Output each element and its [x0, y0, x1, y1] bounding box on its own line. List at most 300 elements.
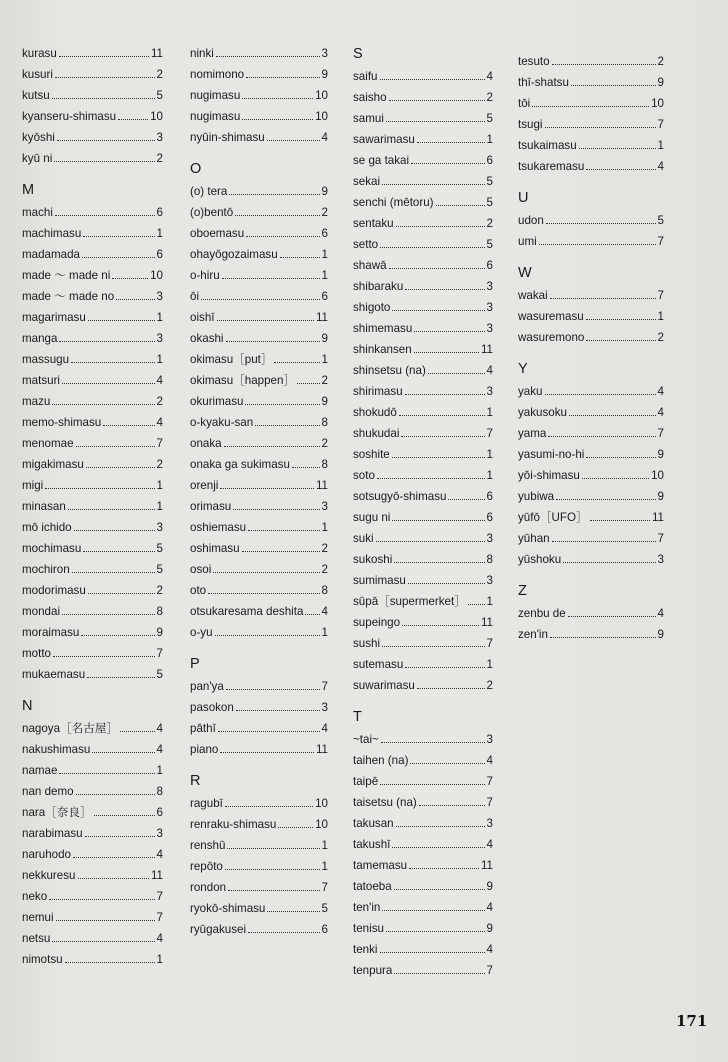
index-entry [22, 390, 163, 411]
index-entry [353, 464, 493, 485]
entry-page-number: 1 [156, 311, 163, 324]
index-entry [22, 600, 163, 621]
dot-leader [586, 155, 655, 170]
entry-term: kyū ni [22, 152, 53, 165]
entry-term: zenbu de [518, 607, 566, 620]
entry-term: manga [22, 332, 58, 345]
dot-leader [405, 380, 485, 395]
index-entry [190, 474, 328, 495]
entry-term: okurimasu [190, 395, 244, 408]
entry-term: sukoshi [353, 553, 393, 566]
entry-page-number: 2 [486, 217, 493, 230]
index-entry [353, 191, 493, 212]
index-entry [22, 864, 163, 885]
entry-page-number: 2 [156, 68, 163, 81]
entry-term: otsukaresama deshita [190, 605, 304, 618]
index-column-4 [518, 50, 664, 644]
dot-leader [236, 696, 320, 711]
entry-term: tamemasu [353, 859, 408, 872]
index-entry [22, 906, 163, 927]
dot-leader [226, 675, 320, 690]
entry-page-number: 7 [657, 427, 664, 440]
entry-term: yasumi-no-hi [518, 448, 585, 461]
entry-page-number: 9 [156, 626, 163, 639]
entry-term: minasan [22, 500, 66, 513]
index-entry [190, 432, 328, 453]
entry-page-number: 7 [486, 775, 493, 788]
entry-page-number: 10 [315, 797, 328, 810]
index-entry [22, 663, 163, 684]
entry-page-number: 5 [321, 902, 328, 915]
dot-leader [586, 326, 655, 341]
entry-term: nan demo [22, 785, 74, 798]
entry-page-number: 1 [156, 479, 163, 492]
entry-page-number: 3 [486, 385, 493, 398]
entry-page-number: 1 [321, 860, 328, 873]
entry-page-number: 11 [315, 311, 328, 324]
entry-term: shirimasu [353, 385, 403, 398]
entry-term: yūfō［UFO］ [518, 511, 588, 524]
dot-leader [87, 663, 154, 678]
dot-leader [235, 201, 319, 216]
entry-page-number: 3 [156, 290, 163, 303]
index-column-1 [22, 42, 163, 969]
index-entry [353, 728, 493, 749]
dot-leader [380, 65, 485, 80]
entry-page-number: 1 [486, 469, 493, 482]
entry-page-number: 9 [657, 628, 664, 641]
entry-page-number: 1 [156, 227, 163, 240]
dot-leader [401, 422, 484, 437]
dot-leader [76, 780, 155, 795]
index-entry [22, 453, 163, 474]
index-entry [518, 209, 664, 230]
entry-term: takushī [353, 838, 391, 851]
entry-page-number: 4 [156, 722, 163, 735]
entry-page-number: 1 [486, 133, 493, 146]
index-entry [518, 548, 664, 569]
dot-leader [394, 875, 485, 890]
dot-leader [54, 147, 154, 162]
dot-leader [278, 813, 313, 828]
index-entry [518, 50, 664, 71]
dot-leader [56, 906, 155, 921]
index-entry [22, 759, 163, 780]
index-entry [518, 326, 664, 347]
entry-term: madamada [22, 248, 81, 261]
index-entry [22, 369, 163, 390]
index-entry [22, 495, 163, 516]
entry-term: yakusoku [518, 406, 567, 419]
index-entry [22, 285, 163, 306]
entry-page-number: 2 [657, 55, 664, 68]
entry-term: renraku-shimasu [190, 818, 277, 831]
index-entry [353, 233, 493, 254]
index-entry [190, 222, 328, 243]
entry-page-number: 6 [156, 206, 163, 219]
entry-term: shawā [353, 259, 387, 272]
dot-leader [428, 359, 485, 374]
section-letter-heading: T [353, 709, 362, 725]
index-entry [353, 401, 493, 422]
index-entry [353, 854, 493, 875]
index-entry [353, 149, 493, 170]
dot-leader [552, 527, 656, 542]
entry-page-number: 3 [156, 827, 163, 840]
index-entry [518, 623, 664, 644]
entry-term: oishī [190, 311, 215, 324]
entry-page-number: 4 [156, 374, 163, 387]
index-entry [518, 380, 664, 401]
entry-page-number: 3 [321, 47, 328, 60]
entry-page-number: 3 [486, 817, 493, 830]
index-entry [353, 590, 493, 611]
index-entry [190, 813, 328, 834]
entry-term: tesuto [518, 55, 550, 68]
entry-page-number: 2 [486, 91, 493, 104]
dot-leader [539, 230, 656, 245]
index-entry [353, 938, 493, 959]
index-entry [22, 843, 163, 864]
entry-page-number: 2 [321, 437, 328, 450]
index-entry [22, 63, 163, 84]
dot-leader [417, 674, 485, 689]
dot-leader [92, 738, 154, 753]
entry-term: ōi [190, 290, 200, 303]
index-entry [190, 453, 328, 474]
entry-page-number: 10 [315, 110, 328, 123]
dot-leader [242, 105, 313, 120]
index-entry [22, 201, 163, 222]
entry-term: okashi [190, 332, 224, 345]
index-entry [190, 369, 328, 390]
dot-leader [394, 959, 484, 974]
dot-leader [45, 474, 154, 489]
dot-leader [88, 579, 155, 594]
entry-term: machimasu [22, 227, 82, 240]
dot-leader [405, 653, 484, 668]
entry-page-number: 3 [486, 301, 493, 314]
dot-leader [220, 738, 314, 753]
dot-leader [74, 516, 155, 531]
entry-term: made ～ made ni [22, 269, 111, 282]
entry-term: yūhan [518, 532, 550, 545]
entry-page-number: 1 [657, 310, 664, 323]
entry-term: taihen (na) [353, 754, 409, 767]
entry-term: wakai [518, 289, 548, 302]
entry-page-number: 3 [321, 500, 328, 513]
entry-page-number: 2 [156, 152, 163, 165]
dot-leader [392, 443, 485, 458]
dot-leader [120, 717, 155, 732]
entry-page-number: 3 [486, 532, 493, 545]
index-entry [353, 296, 493, 317]
index-entry [190, 792, 328, 813]
entry-term: shigoto [353, 301, 391, 314]
dot-leader [274, 348, 319, 363]
entry-term: onaka [190, 437, 222, 450]
index-entry [22, 222, 163, 243]
entry-term: oshimasu [190, 542, 240, 555]
index-entry [353, 791, 493, 812]
index-entry [190, 180, 328, 201]
index-entry [353, 422, 493, 443]
index-entry [353, 959, 493, 980]
dot-leader [546, 209, 656, 224]
index-entry [22, 147, 163, 168]
dot-leader [410, 749, 484, 764]
entry-page-number: 1 [156, 764, 163, 777]
index-entry [22, 579, 163, 600]
entry-page-number: 7 [156, 437, 163, 450]
dot-leader [569, 401, 656, 416]
entry-term: nekkuresu [22, 869, 76, 882]
dot-leader [55, 201, 155, 216]
entry-term: shibaraku [353, 280, 404, 293]
entry-term: pāthī [190, 722, 216, 735]
dot-leader [386, 917, 485, 932]
index-entry [353, 107, 493, 128]
section-letter-heading: Z [518, 583, 527, 599]
entry-term: zen'in [518, 628, 548, 641]
index-entry [353, 548, 493, 569]
dot-leader [59, 759, 154, 774]
index-entry [353, 380, 493, 401]
dot-leader [59, 327, 154, 342]
entry-page-number: 1 [486, 448, 493, 461]
dot-leader [83, 222, 154, 237]
entry-term: orenji [190, 479, 219, 492]
entry-term: moraimasu [22, 626, 80, 639]
index-entry [353, 86, 493, 107]
section-letter-heading: P [190, 656, 200, 672]
entry-term: soto [353, 469, 375, 482]
entry-page-number: 8 [156, 785, 163, 798]
dot-leader [52, 927, 154, 942]
index-entry [22, 474, 163, 495]
index-entry [353, 170, 493, 191]
entry-page-number: 7 [321, 680, 328, 693]
entry-page-number: 3 [156, 521, 163, 534]
entry-page-number: 9 [321, 395, 328, 408]
entry-page-number: 10 [150, 110, 163, 123]
entry-term: takusan [353, 817, 394, 830]
entry-term: menomae [22, 437, 74, 450]
entry-term: memo-shimasu [22, 416, 102, 429]
dot-leader [94, 801, 155, 816]
entry-page-number: 5 [486, 196, 493, 209]
dot-leader [548, 422, 655, 437]
dot-leader [88, 306, 155, 321]
index-entry [190, 495, 328, 516]
dot-leader [380, 938, 485, 953]
dot-leader [228, 876, 319, 891]
entry-page-number: 5 [486, 175, 493, 188]
entry-term: matsuri [22, 374, 61, 387]
index-entry [22, 885, 163, 906]
dot-leader [414, 338, 479, 353]
entry-term: massugu [22, 353, 70, 366]
entry-page-number: 7 [156, 911, 163, 924]
index-entry [518, 506, 664, 527]
index-entry [22, 306, 163, 327]
entry-page-number: 7 [657, 235, 664, 248]
dot-leader [394, 548, 484, 563]
index-entry [353, 359, 493, 380]
entry-page-number: 3 [321, 701, 328, 714]
entry-page-number: 1 [321, 248, 328, 261]
entry-term: oshiemasu [190, 521, 247, 534]
dot-leader [218, 717, 320, 732]
index-section [518, 359, 664, 569]
entry-page-number: 4 [156, 416, 163, 429]
entry-page-number: 10 [651, 97, 664, 110]
dot-leader [222, 264, 320, 279]
entry-term: nimotsu [22, 953, 63, 966]
dot-leader [305, 600, 319, 615]
index-entry [353, 212, 493, 233]
entry-page-number: 2 [486, 679, 493, 692]
entry-term: se ga takai [353, 154, 410, 167]
index-entry [22, 822, 163, 843]
entry-page-number: 3 [657, 553, 664, 566]
entry-term: tsukaimasu [518, 139, 577, 152]
dot-leader [225, 855, 320, 870]
index-entry [190, 516, 328, 537]
index-entry [190, 264, 328, 285]
index-entry [22, 927, 163, 948]
index-entry [518, 602, 664, 623]
entry-term: mondai [22, 605, 61, 618]
entry-term: narabimasu [22, 827, 83, 840]
entry-page-number: 7 [486, 637, 493, 650]
entry-term: made ～ made no [22, 290, 115, 303]
index-entry [22, 537, 163, 558]
entry-page-number: 9 [486, 922, 493, 935]
index-entry [190, 876, 328, 897]
entry-term: suwarimasu [353, 679, 415, 692]
dot-leader [242, 537, 320, 552]
section-letter-heading: U [518, 190, 529, 206]
entry-term: yōi-shimasu [518, 469, 580, 482]
entry-term: setto [353, 238, 379, 251]
entry-page-number: 6 [486, 490, 493, 503]
index-entry [22, 105, 163, 126]
entry-page-number: 9 [657, 448, 664, 461]
entry-page-number: 1 [156, 353, 163, 366]
entry-page-number: 9 [657, 490, 664, 503]
entry-page-number: 4 [321, 605, 328, 618]
index-entry [190, 126, 328, 147]
dot-leader [68, 495, 155, 510]
index-entry [353, 917, 493, 938]
index-entry [518, 92, 664, 113]
entry-term: kyanseru-shimasu [22, 110, 117, 123]
entry-page-number: 10 [315, 89, 328, 102]
dot-leader [85, 822, 155, 837]
entry-term: nagoya［名古屋］ [22, 722, 119, 735]
entry-page-number: 1 [321, 353, 328, 366]
dot-leader [417, 128, 485, 143]
entry-page-number: 7 [321, 881, 328, 894]
entry-page-number: 5 [486, 238, 493, 251]
entry-term: umi [518, 235, 537, 248]
dot-leader [59, 42, 149, 57]
entry-term: modorimasu [22, 584, 86, 597]
index-entry [353, 896, 493, 917]
dot-leader [552, 50, 656, 65]
dot-leader [571, 71, 656, 86]
dot-leader [380, 770, 484, 785]
entry-term: nomimono [190, 68, 245, 81]
index-entry [353, 875, 493, 896]
dot-leader [389, 86, 485, 101]
dot-leader [419, 791, 485, 806]
dot-leader [579, 134, 656, 149]
index-entry [22, 516, 163, 537]
entry-page-number: 2 [321, 206, 328, 219]
entry-page-number: 4 [486, 838, 493, 851]
index-entry [190, 285, 328, 306]
entry-page-number: 7 [486, 427, 493, 440]
entry-term: yaku [518, 385, 543, 398]
index-entry [22, 243, 163, 264]
entry-term: nugimasu [190, 110, 241, 123]
index-entry [190, 327, 328, 348]
entry-page-number: 7 [657, 118, 664, 131]
dot-leader [381, 728, 485, 743]
entry-page-number: 8 [321, 416, 328, 429]
dot-leader [382, 170, 484, 185]
dot-leader [386, 107, 485, 122]
dot-leader [586, 305, 656, 320]
index-entry [190, 411, 328, 432]
index-entry [22, 432, 163, 453]
dot-leader [563, 548, 655, 563]
entry-term: orimasu [190, 500, 232, 513]
entry-term: sotsugyō-shimasu [353, 490, 447, 503]
entry-page-number: 9 [321, 332, 328, 345]
entry-page-number: 3 [486, 280, 493, 293]
entry-term: (o)bentō [190, 206, 234, 219]
entry-term: ninki [190, 47, 214, 60]
entry-term: sentaku [353, 217, 394, 230]
dot-leader [226, 327, 320, 342]
entry-page-number: 4 [486, 901, 493, 914]
entry-page-number: 2 [321, 374, 328, 387]
page-number: 171 [676, 1012, 708, 1030]
entry-page-number: 5 [657, 214, 664, 227]
entry-page-number: 10 [315, 818, 328, 831]
entry-term: sutemasu [353, 658, 404, 671]
index-entry [353, 275, 493, 296]
entry-term: (o) tera [190, 185, 228, 198]
entry-term: sumimasu [353, 574, 406, 587]
dot-leader [229, 180, 319, 195]
dot-leader [73, 843, 155, 858]
entry-term: yūshoku [518, 553, 562, 566]
entry-term: pan'ya [190, 680, 224, 693]
index-section [518, 263, 664, 347]
dot-leader [248, 516, 319, 531]
index-entry [22, 642, 163, 663]
entry-page-number: 11 [480, 859, 493, 872]
index-column-3 [353, 44, 493, 980]
entry-page-number: 11 [480, 343, 493, 356]
entry-term: ryūgakusei [190, 923, 247, 936]
dot-leader [399, 401, 485, 416]
entry-page-number: 1 [321, 269, 328, 282]
